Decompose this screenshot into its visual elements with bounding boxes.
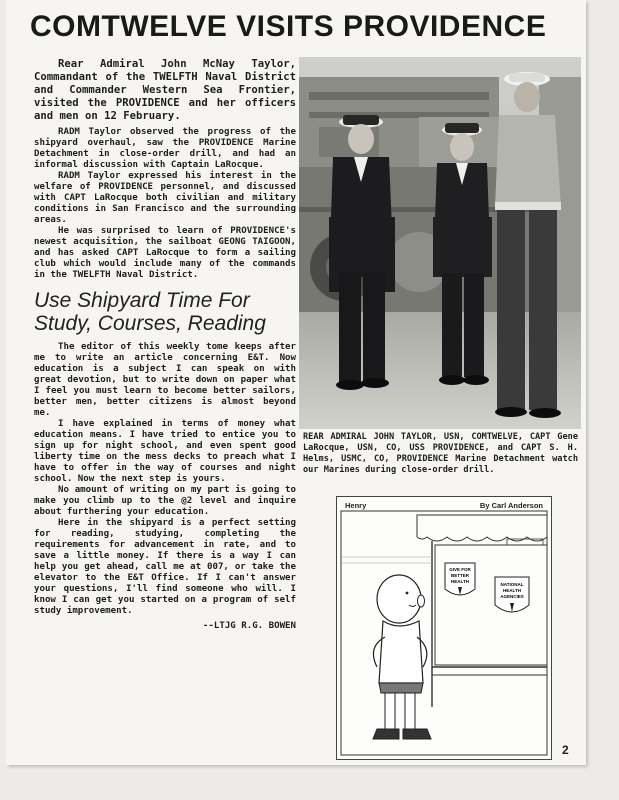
- section-paragraph: The editor of this weekly tome keeps after me to write an article concerning E&T. Now education is a subject I can speak on with great devotion, but to write down on paper what I feel you must learn to become better sailors, better men, better citizens is almost beyond me.: [34, 342, 296, 418]
- sign-text: HEALTH: [503, 588, 521, 593]
- photo-caption: REAR ADMIRAL JOHN TAYLOR, USN, COMTWELVE, CAPT Gene LaRocque, USN, CO, USS PROVIDENCE, and CAPT S. H. Helms, USMC, CO, PROVIDENCE Marine Detachment watch our Marines during close-order drill.: [303, 432, 578, 475]
- sign-text: GIVE FOR: [449, 567, 471, 572]
- article-lead: Rear Admiral John McNay Taylor, Commandant of the TWELFTH Naval District and Commander Western Sea Frontier, visited the PROVIDENCE and her officers and men on 12 February.: [34, 58, 296, 122]
- officers-photo-drawing: [299, 57, 581, 429]
- sign-text: BETTER: [451, 573, 469, 578]
- henry-comic-strip: [336, 496, 552, 760]
- article-paragraph: RADM Taylor observed the progress of the shipyard overhaul, saw the PROVIDENCE Marine Detachment in close-order drill, and had an informal discussion with Captain LaRocque.: [34, 127, 296, 170]
- section-paragraph: No amount of writing on my part is going to make you climb up to the @2 level and inquire about furthering your education.: [34, 485, 296, 517]
- section-paragraph: Here in the shipyard is a perfect setting for reading, studying, completing the requirements for advancement in rate, and to save a little money. If there is a way I can help you get ahead, call me at 007, or take the elevator to the E&T Office. If I can't answer your questions, I'll find someone who will. I know I can get you started on a program of self study improvement.: [34, 518, 296, 616]
- section-heading-line: Use Shipyard Time For: [34, 289, 250, 312]
- sign-text: HEALTH: [451, 579, 469, 584]
- sign-text: NATIONAL: [500, 582, 524, 587]
- comic-title: Henry: [345, 501, 367, 510]
- officers-photo: [299, 57, 581, 429]
- comic-drawing: [337, 497, 551, 759]
- page-number: 2: [562, 743, 569, 757]
- article-paragraph: RADM Taylor expressed his interest in the welfare of PROVIDENCE personnel, and discussed with CAPT LaRocque both civilian and military conditions in San Francisco and the surrounding areas.: [34, 171, 296, 225]
- page-title: COMTWELVE VISITS PROVIDENCE: [30, 10, 547, 43]
- signature: --LTJG R.G. BOWEN: [202, 621, 296, 631]
- section-paragraph: I have explained in terms of money what education means. I have tried to entice you to sign up for night school, and even spent good liberty time on the mess decks to preach what I have to offer in the way of courses and night school. Now the next step is yours.: [34, 419, 296, 484]
- left-column: [34, 58, 296, 632]
- comic-author: By Carl Anderson: [479, 501, 543, 510]
- article-paragraph: He was surprised to learn of PROVIDENCE's newest acquisition, the sailboat GEONG TAIGOON, and has asked CAPT LaRocque to form a sailing club which would include many of the commands in the TWELFTH Naval District.: [34, 226, 296, 280]
- section-heading: [34, 289, 296, 335]
- sign-text: AGENCIES: [500, 594, 524, 599]
- section-heading-line: Study, Courses, Reading: [34, 312, 266, 335]
